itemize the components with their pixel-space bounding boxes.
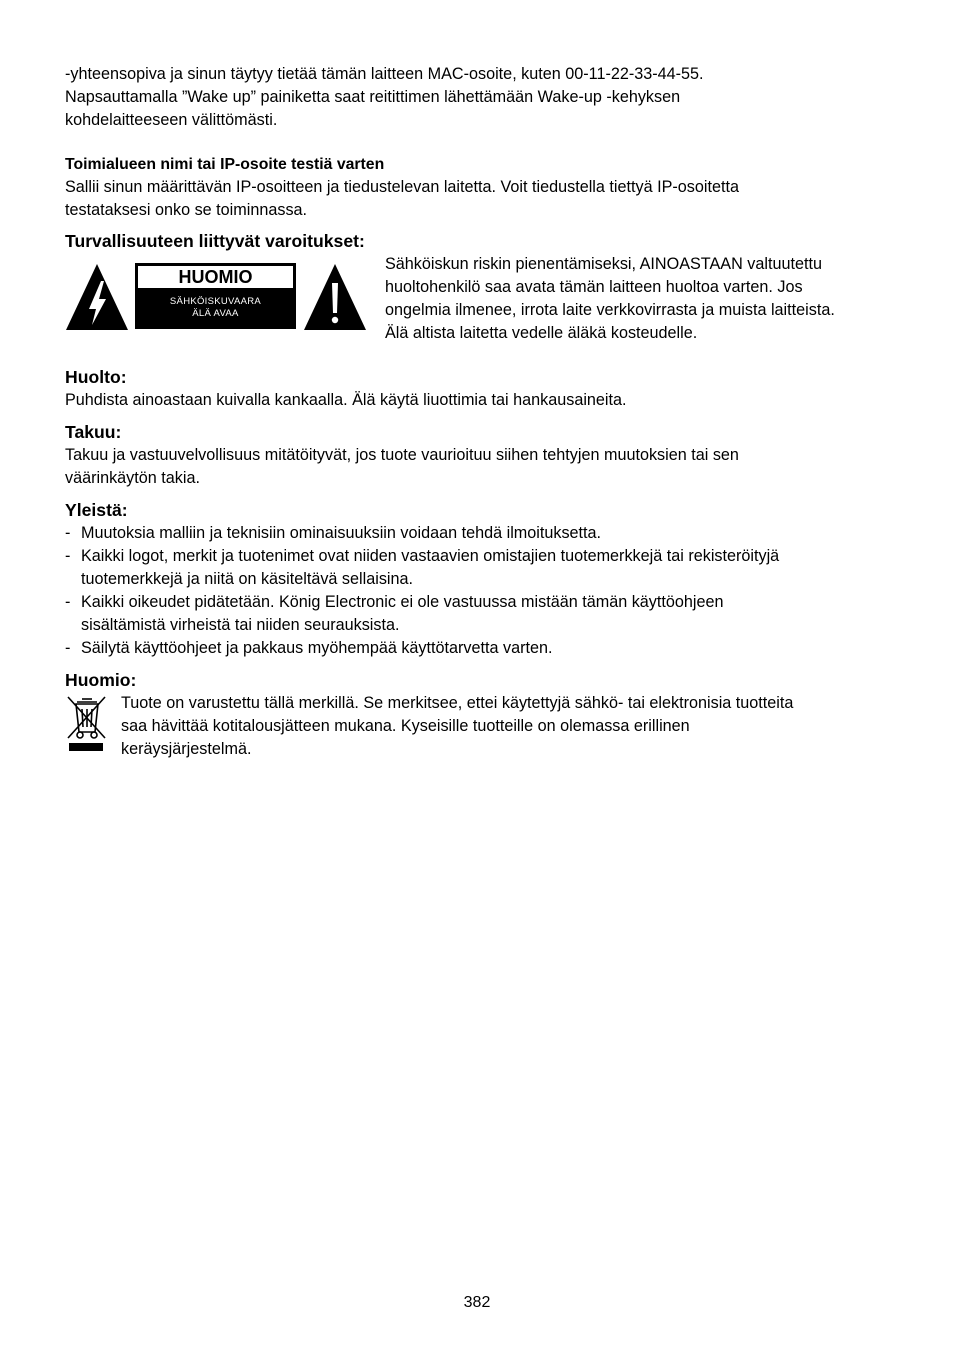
note-text-line: Tuote on varustettu tällä merkillä. Se merkitsee, ettei käytettyjä sähkö- tai elektronisia tuotteita [121, 694, 794, 712]
safety-section [65, 229, 895, 357]
exclamation-warning-icon [303, 263, 367, 331]
list-item [65, 522, 895, 545]
intro-paragraph [65, 63, 895, 132]
safety-warning-row [65, 253, 895, 357]
note-row [65, 692, 895, 762]
list-item [65, 545, 895, 591]
note-heading: Huomio: [65, 670, 137, 690]
lightning-warning-icon [65, 263, 129, 331]
general-list [65, 522, 895, 660]
list-marker: - [65, 639, 71, 657]
document-page [65, 63, 895, 762]
list-item-line: Kaikki logot, merkit ja tuotenimet ovat niiden vastaavien omistajien tuotemerkkejä tai rekisteröityjä [81, 547, 780, 565]
list-item-line: Säilytä käyttöohjeet ja pakkaus myöhempää käyttötarvetta varten. [81, 639, 553, 657]
safety-text-line: Sähköiskun riskin pienentämiseksi, AINOASTAAN valtuutettu [385, 255, 822, 273]
list-item [65, 637, 895, 660]
page-number: 382 [463, 1294, 491, 1311]
note-text-line: saa hävittää kotitalousjätteen mukana. Kyseisille tuotteille on olemassa erillinen [121, 717, 690, 735]
safety-heading: Turvallisuuteen liittyvät varoitukset: [65, 231, 365, 251]
crossed-out-wheelie-bin-icon [65, 694, 107, 754]
note-section [65, 668, 895, 762]
list-item [65, 591, 895, 637]
warranty-heading: Takuu: [65, 422, 122, 442]
general-heading: Yleistä: [65, 500, 128, 520]
caution-label [135, 263, 296, 329]
caution-label-text [135, 296, 296, 320]
intro-line: Napsauttamalla ”Wake up” painiketta saat reitittimen lähettämään Wake-up -kehyksen [65, 88, 681, 106]
domain-test-heading: Toimialueen nimi tai IP-osoite testiä varten [65, 156, 385, 173]
list-item-line: Kaikki oikeudet pidätetään. König Electronic ei ole vastuussa mistään tämän käyttöohjeen [81, 593, 724, 611]
list-marker: - [65, 593, 71, 611]
domain-test-line: Sallii sinun määrittävän IP-osoitteen ja tiedustelevan laitetta. Voit tiedustella tiettyä IP-osoitetta [65, 178, 739, 196]
list-item-line: Muutoksia malliin ja teknisiin ominaisuuksiin voidaan tehdä ilmoituksetta. [81, 524, 602, 542]
caution-label-line: SÄHKÖISKUVAARA [169, 296, 262, 307]
list-item-line: sisältämistä virheistä tai niiden seurauksista. [81, 616, 400, 634]
warranty-section [65, 420, 895, 490]
maintenance-section [65, 365, 895, 412]
domain-test-line: testataksesi onko se toiminnassa. [65, 201, 308, 219]
note-text [121, 692, 895, 761]
safety-text-line: Älä altista laitetta vedelle äläkä kosteudelle. [385, 324, 698, 342]
warranty-line: Takuu ja vastuuvelvollisuus mitätöityvät, jos tuote vaurioituu siihen tehtyjen muutoksien tai sen [65, 446, 739, 464]
note-text-line: keräysjärjestelmä. [121, 740, 252, 758]
safety-text-line: ongelmia ilmenee, irrota laite verkkovirrasta ja muista laitteista. [385, 301, 835, 319]
warranty-line: väärinkäytön takia. [65, 469, 200, 487]
safety-text-line: huoltohenkilö saa avata tämän laitteen huoltoa varten. Jos [385, 278, 803, 296]
maintenance-heading: Huolto: [65, 367, 127, 387]
domain-test-section [65, 154, 895, 222]
list-marker: - [65, 524, 71, 542]
intro-line: kohdelaitteeseen välittömästi. [65, 111, 278, 129]
warning-labels [65, 261, 370, 341]
safety-text [385, 253, 895, 345]
caution-label-line: ÄLÄ AVAA [192, 308, 239, 319]
intro-line: -yhteensopiva ja sinun täytyy tietää tämän laitteen MAC-osoite, kuten 00-11-22-33-44-55. [65, 65, 704, 83]
caution-label-title: HUOMIO [138, 266, 293, 288]
list-item-line: tuotemerkkejä ja niitä on käsiteltävä sellaisina. [81, 570, 414, 588]
list-marker: - [65, 547, 71, 565]
general-section [65, 498, 895, 660]
maintenance-text: Puhdista ainoastaan kuivalla kankaalla. Älä käytä liuottimia tai hankausaineita. [65, 391, 627, 409]
